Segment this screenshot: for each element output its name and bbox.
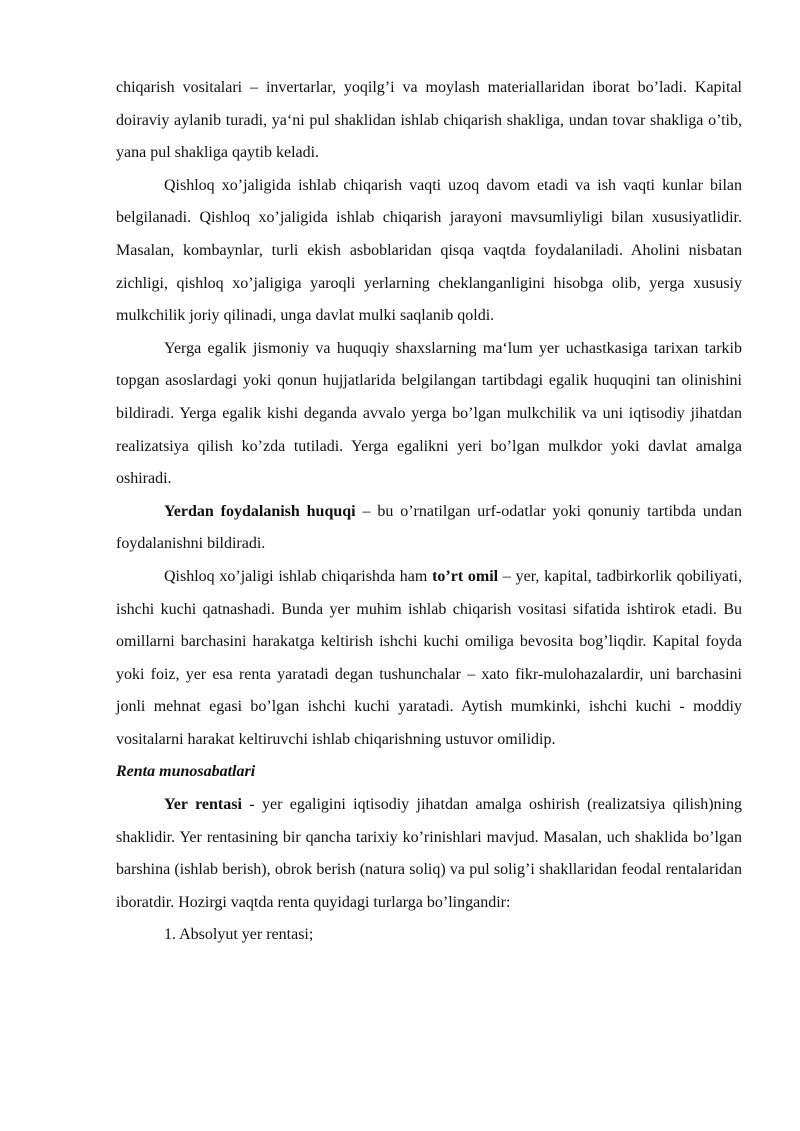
document-page <box>116 72 742 952</box>
paragraph-4 <box>116 496 742 561</box>
paragraph-5-text-a: Qishloq xo’jaligi ishlab chiqarishda ham <box>164 567 433 585</box>
term-yer-rentasi: Yer rentasi <box>164 796 242 814</box>
paragraph-5-text-b: – yer, kapital, tadbirkorlik qobiliyati, ishchi kuchi qatnashadi. Bunda yer muhim ishlab chiqarish vositasi sifatida ishtirok etadi. Bu omillarni barchasini harakatga keltirish ishchi kuchi omiliga bevosita bog’liqdir. Kapital foyda yoki foiz, yer esa renta yaratadi degan tushunchalar – xato fikr-mulohazalardir, uni barchasini jonli mehnat egasi bo’lgan ishchi kuchi yaratadi. Aytish mumkinki, ishchi kuchi - moddiy vositalarni harakat keltiruvchi ishlab chiqarishning ustuvor omilidip. <box>116 567 742 748</box>
paragraph-2: Qishloq xo’jaligida ishlab chiqarish vaqti uzoq davom etadi va ish vaqti kunlar bilan belgilanadi. Qishloq xo’jaligida ishlab chiqarish jarayoni mavsumliyligi bilan xususiyatlidir. Masalan, kombaynlar, turli ekish asboblaridan qisqa vaqtda foydalaniladi. Aholini nisbatan zichligi, qishloq xo’jaligiga yaroqli yerlarning cheklanganligini hisobga olib, yerga xususiy mulkchilik joriy qilinadi, unga davlat mulki saqlanib qoldi. <box>116 176 742 325</box>
list-item: 1. Absolyut yer rentasi; <box>164 926 314 944</box>
paragraph-4-text: – bu o’rnatilgan urf-odatlar yoki qonuniy tartibda undan foydalanishni bildiradi. <box>116 502 742 553</box>
paragraph-1: chiqarish vositalari – invertarlar, yoqilg’i va moylash materiallaridan iborat bo’ladi. Kapital doiraviy aylanib turadi, ya‘ni pul shaklidan ishlab chiqarish shakliga, undan tovar shakliga o’tib, yana pul shakliga qaytib keladi. <box>116 79 742 162</box>
paragraph-5 <box>116 561 742 757</box>
paragraph-6-text: - yer egaligini iqtisodiy jihatdan amalga oshirish (realizatsiya qilish)ning shaklidir. Yer rentasining bir qancha tarixiy ko’rinishlari mavjud. Masalan, uch shaklida bo’lgan barshina (ishlab berish), obrok berish (natura soliq) va pul solig’i shakllaridan feodal rentalaridan iboratdir. Hozirgi vaqtda renta quyidagi turlarga bo’lingandir: <box>116 796 742 911</box>
term-tort-omil: to’rt omil <box>432 567 499 585</box>
section-heading: Renta munosabatlari <box>116 763 256 781</box>
term-yerdan-foydalanish: Yerdan foydalanish huquqi <box>164 502 356 520</box>
paragraph-3: Yerga egalik jismoniy va huquqiy shaxslarning ma‘lum yer uchastkasiga tarixan tarkib topgan asoslardagi yoki qonun hujjatlarida belgilangan tartibdagi egalik huquqini tan olinishini bildiradi. Yerga egalik kishi deganda avvalo yerga bo’lgan mulkchilik va uni iqtisodiy jihatdan realizatsiya qilish ko’zda tutiladi. Yerga egalikni yeri bo’lgan mulkdor yoki davlat amalga oshiradi. <box>116 339 742 488</box>
paragraph-6 <box>116 789 742 919</box>
